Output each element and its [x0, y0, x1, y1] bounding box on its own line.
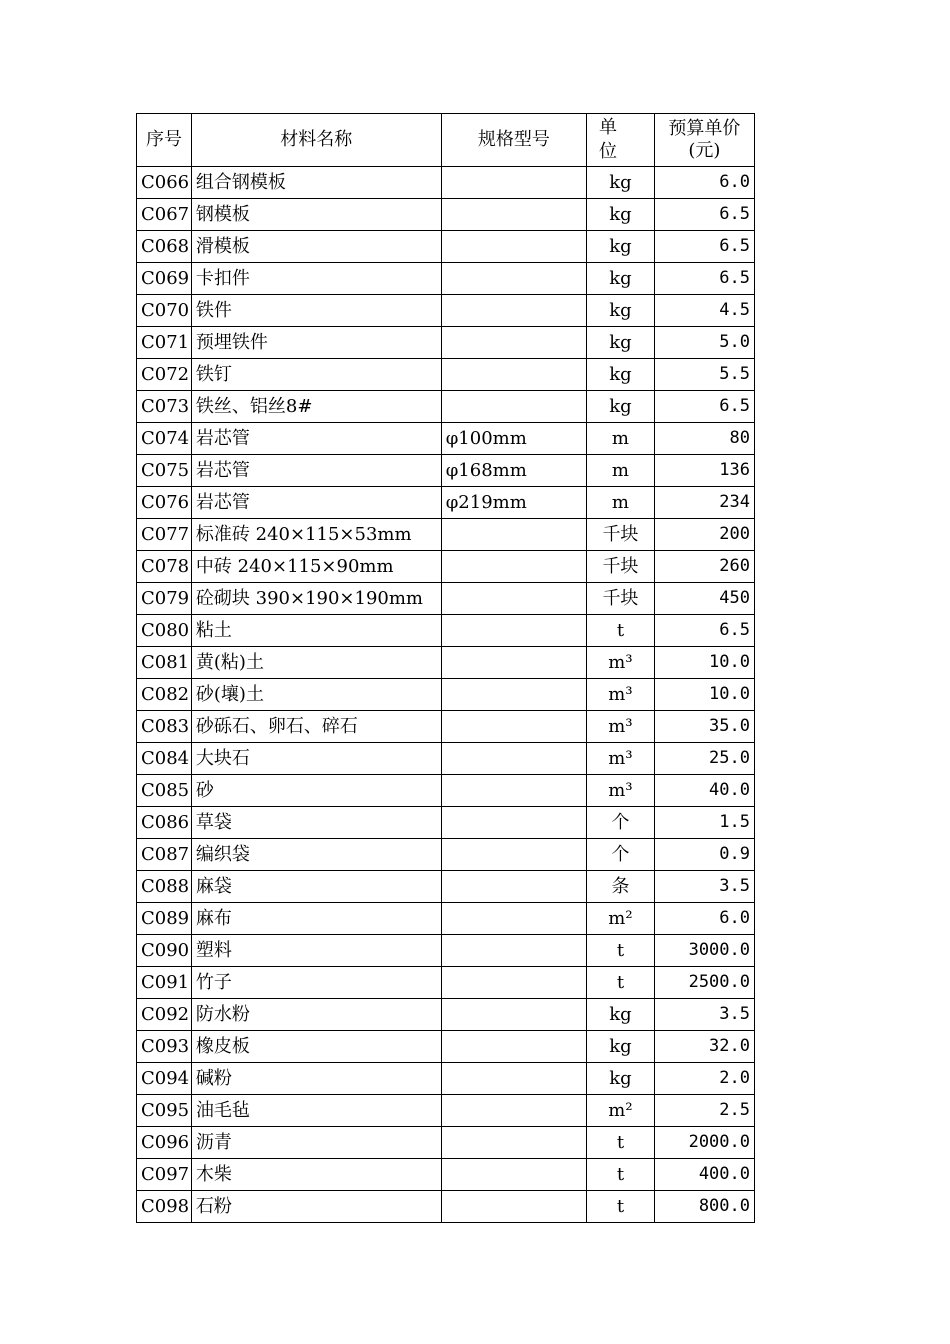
table-row [137, 967, 755, 999]
table-row [137, 295, 755, 327]
cell-spec [441, 839, 586, 871]
cell-unit: 千块 [587, 583, 655, 615]
cell-name: 草袋 [191, 807, 441, 839]
cell-price: 25.0 [654, 743, 754, 775]
cell-unit: m² [587, 903, 655, 935]
cell-unit: 千块 [587, 519, 655, 551]
cell-name: 麻袋 [191, 871, 441, 903]
cell-name: 标准砖 240×115×53mm [191, 519, 441, 551]
cell-price: 6.5 [654, 231, 754, 263]
cell-code: C096 [137, 1127, 192, 1159]
cell-price: 2000.0 [654, 1127, 754, 1159]
cell-price: 200 [654, 519, 754, 551]
cell-unit: t [587, 615, 655, 647]
cell-unit: m³ [587, 775, 655, 807]
cell-name: 砂 [191, 775, 441, 807]
table-row [137, 327, 755, 359]
cell-unit: kg [587, 1063, 655, 1095]
cell-spec [441, 391, 586, 423]
table-row [137, 1095, 755, 1127]
table-row [137, 839, 755, 871]
cell-name: 砼砌块 390×190×190mm [191, 583, 441, 615]
cell-name: 钢模板 [191, 199, 441, 231]
cell-name: 黄(粘)土 [191, 647, 441, 679]
cell-code: C088 [137, 871, 192, 903]
cell-name: 滑模板 [191, 231, 441, 263]
cell-spec [441, 807, 586, 839]
table-row [137, 1191, 755, 1223]
cell-name: 竹子 [191, 967, 441, 999]
table-row [137, 391, 755, 423]
table-body [137, 167, 755, 1223]
cell-spec [441, 1159, 586, 1191]
cell-spec [441, 647, 586, 679]
cell-unit: t [587, 1191, 655, 1223]
table-row [137, 487, 755, 519]
table-row [137, 679, 755, 711]
cell-spec [441, 999, 586, 1031]
cell-price: 35.0 [654, 711, 754, 743]
table-row [137, 871, 755, 903]
cell-code: C070 [137, 295, 192, 327]
cell-unit: kg [587, 231, 655, 263]
cell-name: 大块石 [191, 743, 441, 775]
cell-spec [441, 1031, 586, 1063]
cell-unit: kg [587, 199, 655, 231]
cell-unit: kg [587, 167, 655, 199]
cell-unit: t [587, 967, 655, 999]
cell-spec [441, 935, 586, 967]
header-price-line1: 预算单价 [668, 118, 741, 139]
cell-unit: m³ [587, 743, 655, 775]
table-row [137, 199, 755, 231]
cell-price: 260 [654, 551, 754, 583]
cell-unit: m² [587, 1095, 655, 1127]
cell-unit: t [587, 1127, 655, 1159]
cell-name: 编织袋 [191, 839, 441, 871]
cell-spec [441, 263, 586, 295]
cell-unit: kg [587, 999, 655, 1031]
cell-code: C068 [137, 231, 192, 263]
table-row [137, 551, 755, 583]
cell-code: C075 [137, 455, 192, 487]
cell-price: 80 [654, 423, 754, 455]
cell-code: C094 [137, 1063, 192, 1095]
cell-name: 防水粉 [191, 999, 441, 1031]
cell-price: 5.5 [654, 359, 754, 391]
cell-price: 400.0 [654, 1159, 754, 1191]
cell-name: 岩芯管 [191, 423, 441, 455]
header-unit-line2: 位 [599, 141, 618, 162]
cell-code: C069 [137, 263, 192, 295]
header-code: 序号 [137, 114, 192, 167]
table-row [137, 423, 755, 455]
cell-unit: kg [587, 327, 655, 359]
cell-name: 卡扣件 [191, 263, 441, 295]
cell-name: 碱粉 [191, 1063, 441, 1095]
header-name: 材料名称 [191, 114, 441, 167]
cell-spec: φ100mm [441, 423, 586, 455]
cell-spec [441, 1191, 586, 1223]
header-price [654, 114, 754, 167]
cell-code: C079 [137, 583, 192, 615]
cell-unit: m³ [587, 711, 655, 743]
cell-code: C085 [137, 775, 192, 807]
cell-code: C072 [137, 359, 192, 391]
cell-code: C090 [137, 935, 192, 967]
cell-spec [441, 295, 586, 327]
cell-price: 136 [654, 455, 754, 487]
cell-price: 6.0 [654, 903, 754, 935]
cell-code: C093 [137, 1031, 192, 1063]
cell-code: C076 [137, 487, 192, 519]
cell-code: C091 [137, 967, 192, 999]
cell-spec: φ219mm [441, 487, 586, 519]
cell-name: 麻布 [191, 903, 441, 935]
cell-unit: kg [587, 263, 655, 295]
cell-price: 3000.0 [654, 935, 754, 967]
cell-spec [441, 871, 586, 903]
header-unit-line1: 单 [599, 117, 618, 138]
cell-code: C082 [137, 679, 192, 711]
header-spec: 规格型号 [441, 114, 586, 167]
cell-code: C074 [137, 423, 192, 455]
cell-name: 铁丝、铝丝8# [191, 391, 441, 423]
cell-name: 木柴 [191, 1159, 441, 1191]
table-row [137, 167, 755, 199]
cell-unit: 个 [587, 839, 655, 871]
cell-name: 砂(壤)土 [191, 679, 441, 711]
table-row [137, 615, 755, 647]
cell-price: 4.5 [654, 295, 754, 327]
cell-name: 石粉 [191, 1191, 441, 1223]
cell-price: 2500.0 [654, 967, 754, 999]
cell-name: 油毛毡 [191, 1095, 441, 1127]
cell-price: 10.0 [654, 679, 754, 711]
cell-price: 2.0 [654, 1063, 754, 1095]
cell-code: C083 [137, 711, 192, 743]
table-row [137, 263, 755, 295]
cell-spec [441, 167, 586, 199]
cell-code: C097 [137, 1159, 192, 1191]
cell-spec [441, 903, 586, 935]
cell-spec [441, 359, 586, 391]
table-row [137, 775, 755, 807]
table-row [137, 1063, 755, 1095]
cell-name: 沥青 [191, 1127, 441, 1159]
cell-name: 预埋铁件 [191, 327, 441, 359]
cell-unit: kg [587, 391, 655, 423]
cell-price: 40.0 [654, 775, 754, 807]
cell-name: 粘土 [191, 615, 441, 647]
cell-name: 中砖 240×115×90mm [191, 551, 441, 583]
cell-unit: 个 [587, 807, 655, 839]
cell-spec [441, 1095, 586, 1127]
table-row [137, 1127, 755, 1159]
cell-price: 6.5 [654, 615, 754, 647]
cell-price: 0.9 [654, 839, 754, 871]
cell-spec [441, 231, 586, 263]
cell-unit: kg [587, 295, 655, 327]
cell-spec [441, 519, 586, 551]
table-row [137, 455, 755, 487]
cell-price: 6.5 [654, 199, 754, 231]
cell-code: C089 [137, 903, 192, 935]
cell-spec [441, 967, 586, 999]
cell-price: 2.5 [654, 1095, 754, 1127]
cell-code: C086 [137, 807, 192, 839]
cell-unit: m³ [587, 647, 655, 679]
cell-spec [441, 1127, 586, 1159]
table-header-row [137, 114, 755, 167]
cell-spec: φ168mm [441, 455, 586, 487]
cell-spec [441, 743, 586, 775]
cell-spec [441, 615, 586, 647]
header-unit [587, 114, 655, 167]
cell-unit: kg [587, 359, 655, 391]
cell-name: 砂砾石、卵石、碎石 [191, 711, 441, 743]
table-row [137, 807, 755, 839]
cell-price: 6.0 [654, 167, 754, 199]
table-row [137, 1159, 755, 1191]
cell-price: 6.5 [654, 391, 754, 423]
table-row [137, 711, 755, 743]
cell-unit: t [587, 1159, 655, 1191]
cell-name: 铁钉 [191, 359, 441, 391]
cell-spec [441, 711, 586, 743]
cell-unit: m [587, 455, 655, 487]
table-row [137, 359, 755, 391]
cell-code: C080 [137, 615, 192, 647]
cell-spec [441, 679, 586, 711]
cell-price: 5.0 [654, 327, 754, 359]
cell-spec [441, 199, 586, 231]
table-row [137, 903, 755, 935]
cell-unit: t [587, 935, 655, 967]
cell-unit: 千块 [587, 551, 655, 583]
table-row [137, 583, 755, 615]
cell-code: C081 [137, 647, 192, 679]
cell-code: C087 [137, 839, 192, 871]
cell-name: 铁件 [191, 295, 441, 327]
cell-unit: 条 [587, 871, 655, 903]
cell-price: 234 [654, 487, 754, 519]
cell-price: 450 [654, 583, 754, 615]
cell-spec [441, 327, 586, 359]
cell-name: 塑料 [191, 935, 441, 967]
table-row [137, 935, 755, 967]
cell-price: 6.5 [654, 263, 754, 295]
cell-code: C073 [137, 391, 192, 423]
cell-price: 1.5 [654, 807, 754, 839]
cell-price: 32.0 [654, 1031, 754, 1063]
cell-spec [441, 1063, 586, 1095]
cell-name: 橡皮板 [191, 1031, 441, 1063]
cell-code: C078 [137, 551, 192, 583]
cell-name: 岩芯管 [191, 455, 441, 487]
cell-spec [441, 583, 586, 615]
header-price-line2: (元) [688, 140, 721, 161]
table-row [137, 743, 755, 775]
table-row [137, 231, 755, 263]
cell-code: C084 [137, 743, 192, 775]
table-row [137, 647, 755, 679]
cell-spec [441, 775, 586, 807]
cell-unit: kg [587, 1031, 655, 1063]
cell-unit: m³ [587, 679, 655, 711]
cell-price: 3.5 [654, 999, 754, 1031]
cell-code: C067 [137, 199, 192, 231]
cell-code: C071 [137, 327, 192, 359]
cell-price: 10.0 [654, 647, 754, 679]
cell-code: C095 [137, 1095, 192, 1127]
cell-spec [441, 551, 586, 583]
cell-price: 3.5 [654, 871, 754, 903]
cell-name: 岩芯管 [191, 487, 441, 519]
cell-code: C092 [137, 999, 192, 1031]
table-row [137, 519, 755, 551]
cell-name: 组合钢模板 [191, 167, 441, 199]
cell-code: C077 [137, 519, 192, 551]
cell-unit: m [587, 423, 655, 455]
table-row [137, 999, 755, 1031]
cell-price: 800.0 [654, 1191, 754, 1223]
table-row [137, 1031, 755, 1063]
cell-code: C066 [137, 167, 192, 199]
cell-unit: m [587, 487, 655, 519]
material-price-table [136, 113, 755, 1223]
cell-code: C098 [137, 1191, 192, 1223]
